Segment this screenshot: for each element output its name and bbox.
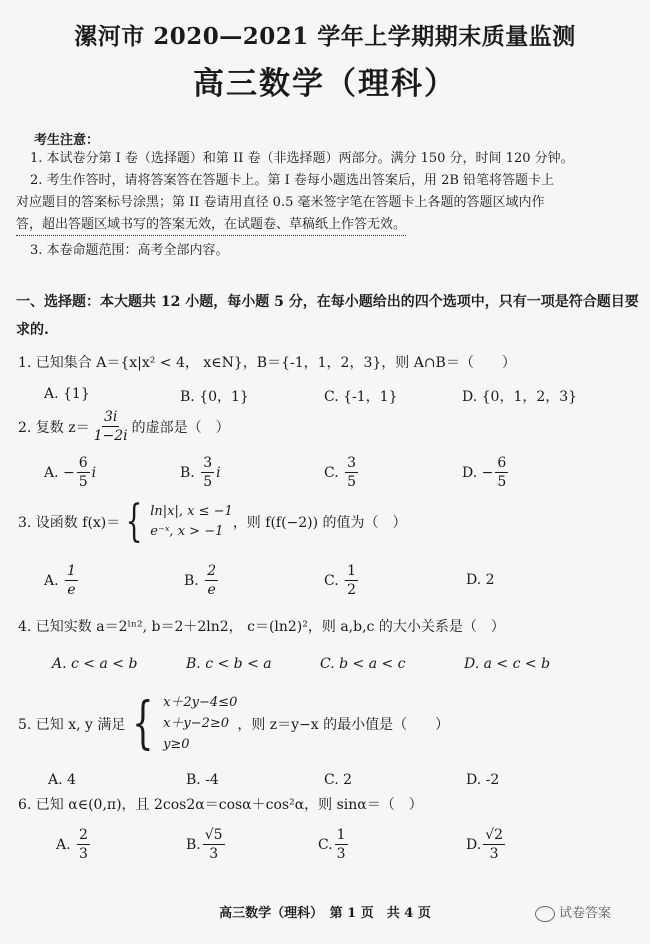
q6-d-den: 3 <box>489 846 499 862</box>
q3-prefix: 3. 设函数 f(x)＝ <box>18 515 121 531</box>
q6-option-d <box>466 826 507 863</box>
q3-a-label: A. <box>44 572 59 589</box>
q2-c-label: C. <box>324 464 339 481</box>
q6-option-a <box>56 826 92 863</box>
q2-a-den: 5 <box>78 474 88 490</box>
q2-b-frac <box>201 454 214 491</box>
q6-b-den: 3 <box>209 846 219 862</box>
question-3-stem <box>18 496 407 547</box>
q6-option-b <box>186 826 227 863</box>
q3-c-label: C. <box>324 572 339 589</box>
q2-option-b <box>180 454 221 491</box>
q6-b-num: √5 <box>204 827 223 843</box>
q3-case-2: e⁻ˣ, x > −1 <box>150 524 224 539</box>
q2-c-frac <box>345 454 358 491</box>
q2-d-den: 5 <box>497 474 507 490</box>
q2-option-a <box>44 454 96 491</box>
notice-item-2-line3: 答，超出答题区域书写的答案无效，在试题卷、草稿纸上作答无效。 <box>16 214 406 236</box>
question-1-stem: 1. 已知集合 A＝{x|x² < 4， x∈N}，B＝{-1，1，2，3}，则 A∩B＝（ ） <box>18 355 516 371</box>
q2-d-label: D. <box>462 464 478 481</box>
q5-suffix: ，则 z＝y−x 的最小值是（ ） <box>237 716 450 733</box>
q6-a-num: 2 <box>79 827 88 843</box>
notice-item-2-line1: 2. 考生作答时，请将答案答在答题卡上。第 I 卷每小题选出答案后，用 2B 铅笔将答题卡上 <box>30 173 555 188</box>
q3-a-den: e <box>67 582 76 598</box>
q1-option-c: C. {-1，1} <box>324 389 398 405</box>
q1-option-b: B. {0，1} <box>180 389 249 405</box>
q2-a-tail: i <box>91 464 97 481</box>
q2-suffix: 的虚部是（ ） <box>131 419 230 436</box>
q3-option-d: D. 2 <box>466 572 495 588</box>
q6-option-c <box>318 826 350 863</box>
q3-option-c <box>324 562 360 599</box>
q3-suffix: ，则 f(f(−2)) 的值为（ ） <box>232 515 407 531</box>
q2-frac-den: 1−2i <box>93 428 128 444</box>
q6-a-label: A. <box>56 836 71 853</box>
exam-title-line1: 漯河市 2020—2021 学年上学期期末质量监测 <box>74 23 576 50</box>
q5-option-d: D. -2 <box>466 772 500 788</box>
q5-constraint-1: x＋2y−4≤0 <box>163 695 238 710</box>
q5-constraint-3: y≥0 <box>163 737 190 752</box>
q2-a-num: 6 <box>78 455 88 471</box>
notice-item-1: 1. 本试卷分第 I 卷（选择题）和第 II 卷（非选择题）两部分。满分 150 分，时间 120 分钟。 <box>30 151 574 166</box>
q5-option-b: B. -4 <box>186 772 219 788</box>
q6-b-label: B. <box>186 836 201 853</box>
exam-title-subject: 高三数学（理科） <box>193 66 457 102</box>
q3-b-frac <box>205 562 218 599</box>
q3-b-den: e <box>207 582 216 598</box>
q2-option-c <box>324 454 360 491</box>
q2-d-sign: − <box>481 464 494 481</box>
q3-a-frac <box>65 562 78 599</box>
watermark-text: 试卷答案 <box>559 906 612 921</box>
q5-prefix: 5. 已知 x, y 满足 <box>18 716 126 733</box>
q1-option-a: A. {1} <box>44 386 90 402</box>
q2-prefix: 2. 复数 z＝ <box>18 419 90 436</box>
section-heading: 一、选择题：本大题共 12 小题，每小题 5 分，在每小题给出的四个选项中，只有一项是符合题目要求的. <box>16 294 639 338</box>
q2-b-den: 5 <box>203 474 213 490</box>
q5-option-c: C. 2 <box>324 772 353 788</box>
q2-a-sign: − <box>63 464 75 481</box>
q2-b-tail: i <box>216 464 221 481</box>
q3-option-b <box>184 562 220 599</box>
q2-option-d <box>462 454 510 491</box>
q3-option-a <box>44 562 80 599</box>
q2-fraction <box>92 408 130 445</box>
q4-option-a: A. c < a < b <box>52 656 138 672</box>
q3-piecewise <box>120 496 233 547</box>
question-5-stem <box>18 692 449 755</box>
notice-item-2-line2: 对应题目的答案标号涂黑；第 II 卷请用直径 0.5 毫米签字笔在答题卡上各题的答题区域内作 <box>16 195 545 210</box>
q5-option-a: A. 4 <box>48 772 76 788</box>
q2-b-label: B. <box>180 464 195 481</box>
q6-a-den: 3 <box>79 846 88 862</box>
q3-c-den: 2 <box>347 582 357 598</box>
q6-d-frac <box>483 826 505 863</box>
q5-constraint-system <box>125 692 237 755</box>
q6-c-num: 1 <box>336 827 346 843</box>
q5-brace: { <box>132 690 154 756</box>
q6-d-num: √2 <box>485 827 504 843</box>
q2-a-frac <box>77 454 90 491</box>
q4-option-d: D. a < c < b <box>464 656 551 672</box>
q6-c-den: 3 <box>336 846 346 862</box>
q6-c-frac <box>335 826 348 863</box>
q2-b-num: 3 <box>203 455 213 471</box>
q3-b-num: 2 <box>207 563 217 579</box>
q2-d-frac <box>495 454 508 491</box>
q3-case-1: ln|x|, x ≤ −1 <box>150 504 233 519</box>
q3-c-num: 1 <box>347 563 357 579</box>
q3-c-frac <box>345 562 358 599</box>
q2-frac-num: 3i <box>103 409 118 425</box>
q2-c-den: 5 <box>347 474 357 490</box>
q4-option-b: B. c < b < a <box>186 656 272 672</box>
q6-d-label: D. <box>466 836 482 853</box>
q1-option-d: D. {0，1，2，3} <box>462 389 578 405</box>
question-4-stem: 4. 已知实数 a＝2ˡⁿ², b＝2＋2ln2， c＝(ln2)²，则 a,b,c 的大小关系是（ ） <box>18 619 505 635</box>
q6-b-frac <box>203 826 225 863</box>
q3-brace: { <box>125 496 143 547</box>
notice-label: 考生注意： <box>34 133 100 148</box>
watermark <box>535 902 611 922</box>
page-footer: 高三数学（理科） 第 1 页 共 4 页 <box>219 906 431 921</box>
notice-item-3: 3. 本卷命题范围：高考全部内容。 <box>30 243 229 258</box>
q2-c-num: 3 <box>347 455 357 471</box>
wechat-icon <box>535 906 555 922</box>
q2-d-num: 6 <box>497 455 507 471</box>
question-2-stem <box>18 408 230 445</box>
q6-c-label: C. <box>318 836 333 853</box>
q6-a-frac <box>77 826 90 863</box>
q3-a-num: 1 <box>67 563 76 579</box>
q3-b-label: B. <box>184 572 199 589</box>
question-6-stem: 6. 已知 α∈(0,π)，且 2cos2α＝cosα＋cos²α，则 sinα＝（ ） <box>18 797 423 813</box>
q5-constraint-2: x＋y−2≥0 <box>163 716 230 731</box>
q2-a-label: A. <box>44 464 59 481</box>
q4-option-c: C. b < a < c <box>320 656 406 672</box>
